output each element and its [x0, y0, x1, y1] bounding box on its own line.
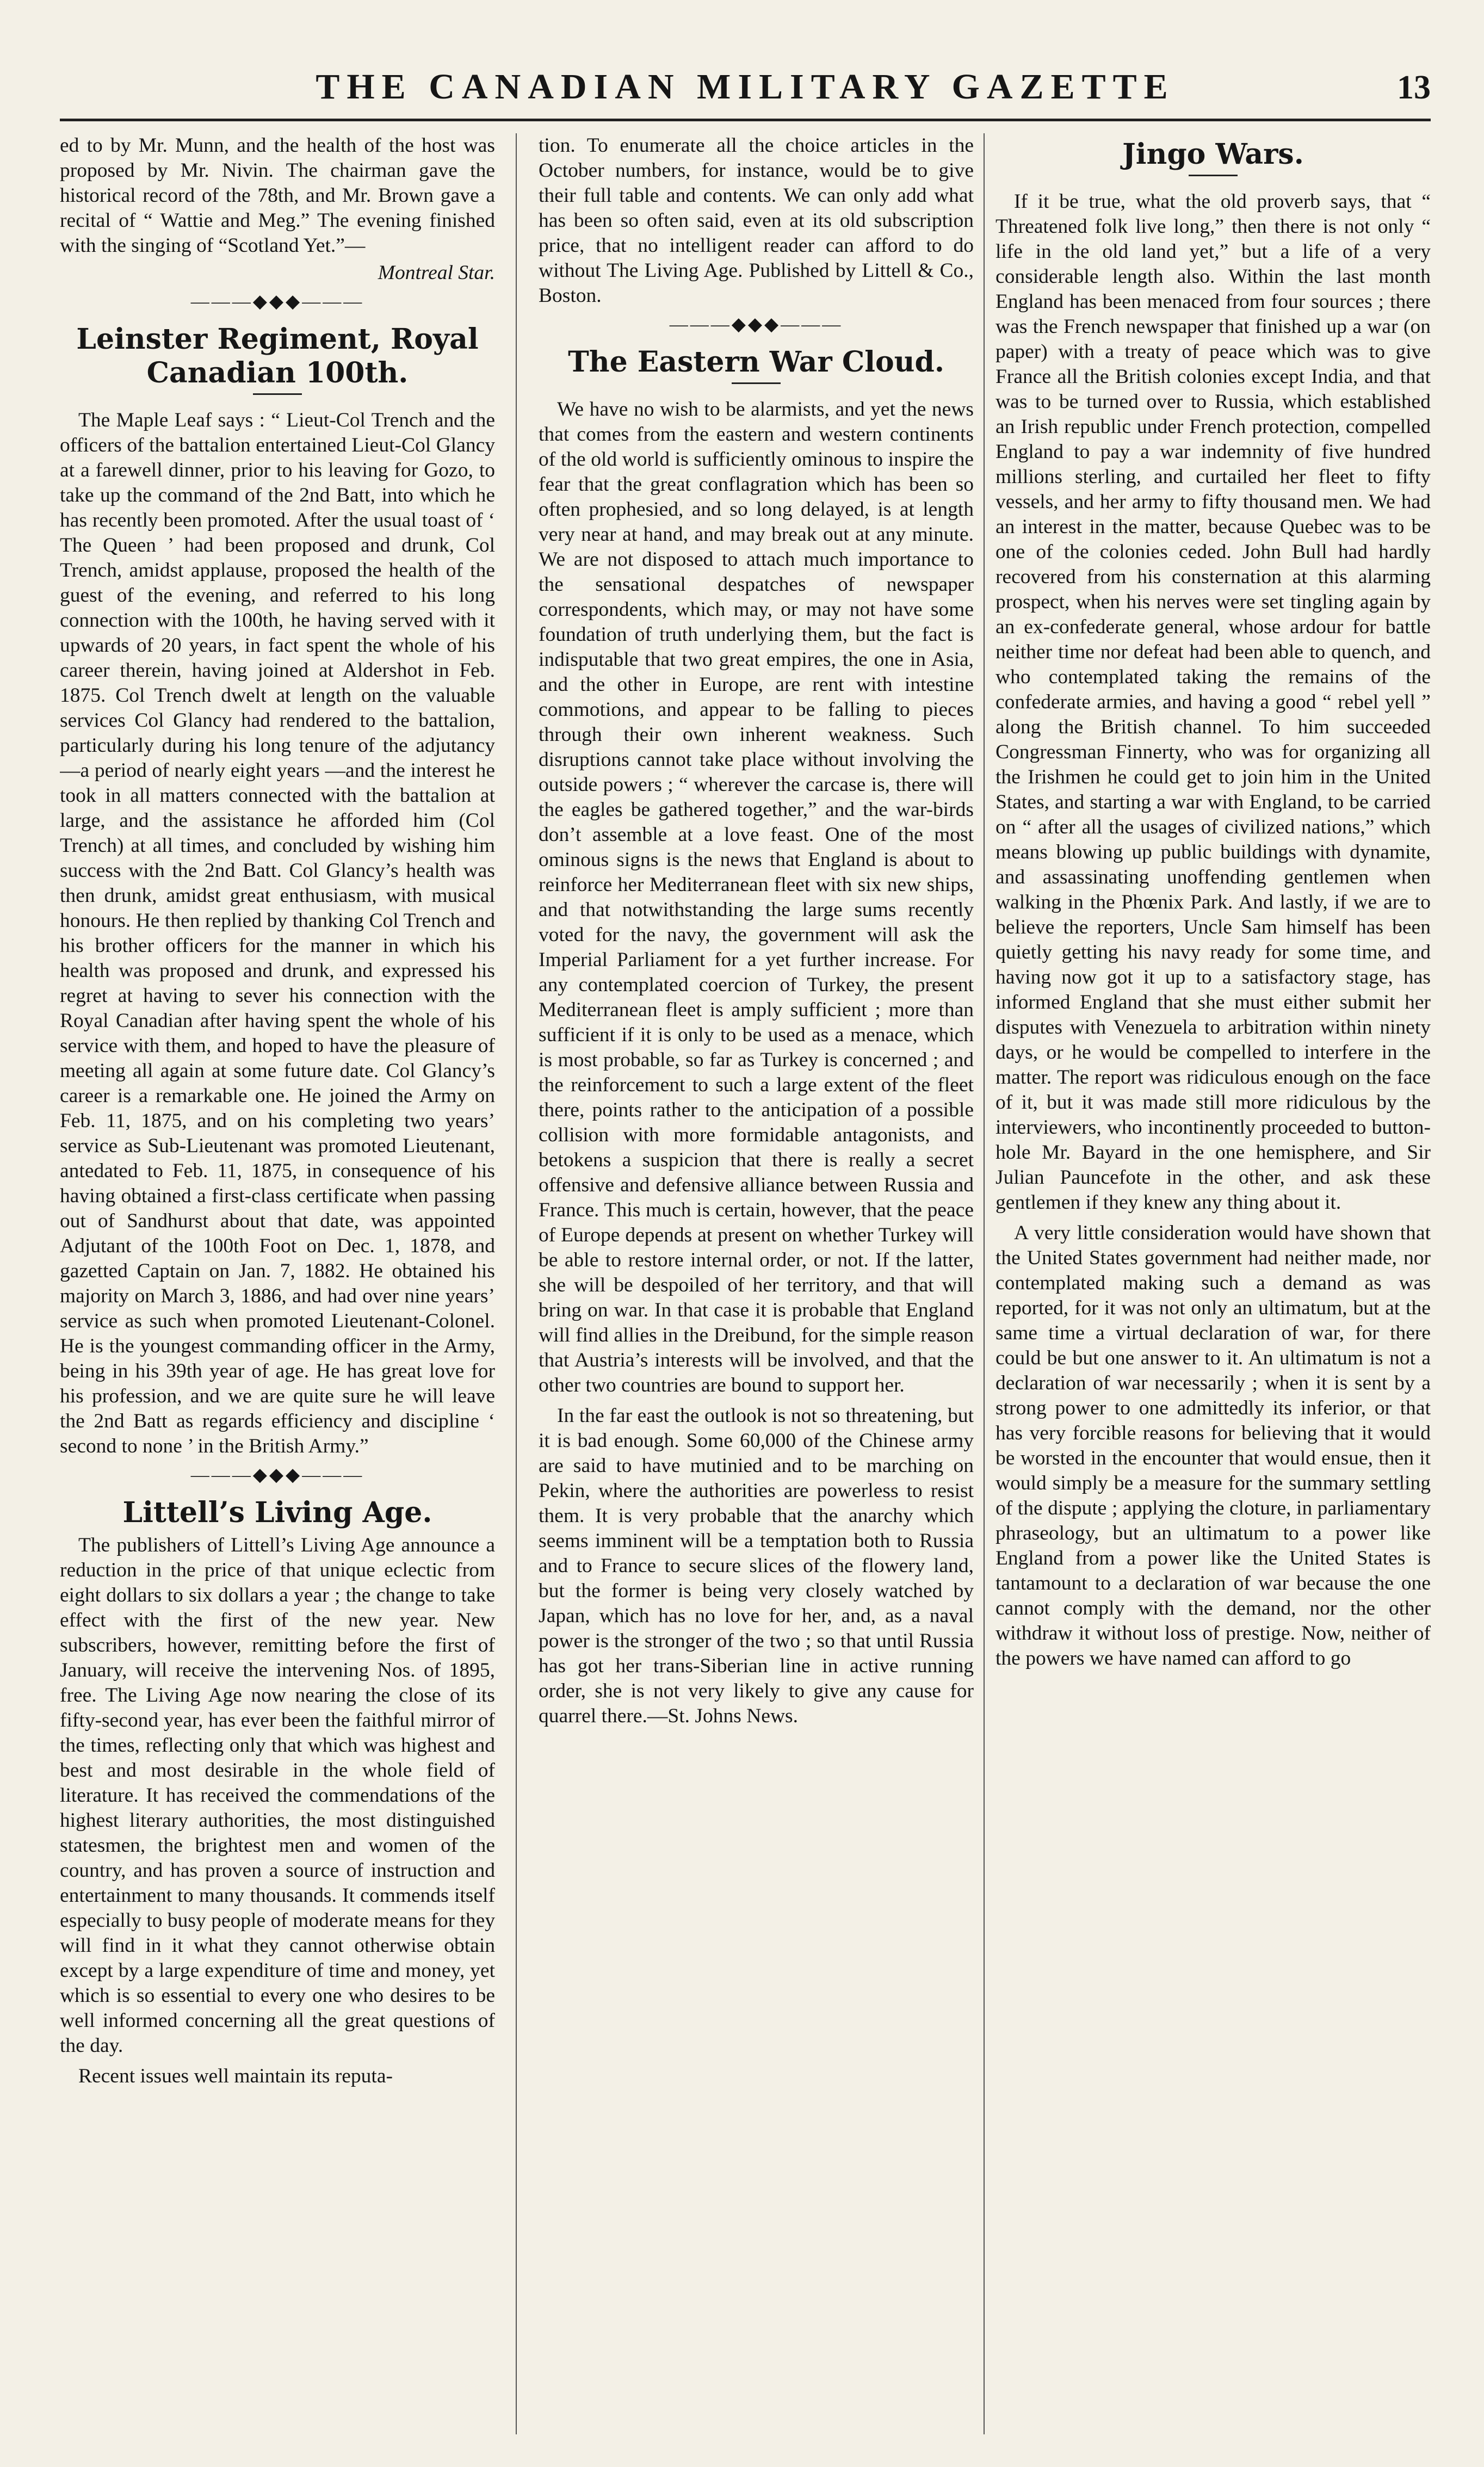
headline-littell: Littell’s Living Age.	[122, 1496, 432, 1529]
headline-rule	[732, 382, 781, 384]
masthead-rule	[60, 119, 1431, 121]
headline-rule	[1189, 175, 1238, 176]
section-ornament: ———◆◆◆———	[190, 292, 364, 312]
article-jingo-p1: If it be true, what the old proverb says, that “ Threatened folk live long,” then there is not only “ life in the old land yet,” but a life of a very considerable length also. Within the last month England has been menaced from four sources ; there was the French newspaper that finished up a war (on paper) with a treaty of peace which was to give France all the British colonies except India, and that was to be turned over to Russia, which established an Irish republic under French protection, compelled England to pay a war indemnity of five hundred millions sterling, and curtailed her fleet to fifty vessels, and her army to fifty thousand men. We had an interest in the matter, because Quebec was to be one of the colonies ceded. John Bull had hardly recovered from his consternation at this alarming prospect, when his nerves were set tingling again by an ex-confederate general, whose ardour for battle neither time nor defeat had been able to quench, and who contemplated taking the remains of the confederate armies, and having a good “ rebel yell ” along the British channel. To him succeeded Congressman Finnerty, who was for organizing all the Irishmen he could get to join him in the United States, and starting a war with England, to be carried on “ after all the usages of civilized nations,” which means blowing up public buildings with dynamite, and assassinating unoffending gentlemen when walking in the Phœnix Park. And lastly, if we are to believe the reporters, Uncle Sam himself has been quietly getting his navy ready for some time, and having now got it up to a satisfactory stage, has informed England that she must either submit her disputes with Venezuela to arbitration within ninety days, or he would be compelled to interfere in the matter. The report was ridiculous enough on the face of it, but it was made still more ridiculous by the interviewers, who incontinently proceeded to button-hole Mr. Bayard in the one hemisphere, and Sir Julian Pauncefote in the other, and ask these gentlemen if they knew any thing about it.	[995, 190, 1431, 1214]
article-littell-p2-start: Recent issues well maintain its reputa-	[78, 2065, 393, 2087]
newspaper-title: THE CANADIAN MILITARY GAZETTE	[316, 67, 1175, 107]
masthead	[60, 60, 1431, 114]
headline-rule	[253, 393, 302, 395]
article-eastern-p2: In the far east the outlook is not so threatening, but it is bad enough. Some 60,000 of the Chinese army are said to have mutinied and to be marching on Pekin, where the authorities are powerless to resist them. It is very probable that the anarchy which seems imminent will be a temptation both to Russia and to France to secure slices of the flowery land, but the former is being very closely watched by Japan, which has no love for her, and, as a naval power is the stronger of the two ; so that until Russia has got her trans-Siberian line in active running order, she is not very likely to give any cause for quarrel there.—St. Johns News.	[539, 1405, 974, 1727]
headline-leinster: Leinster Regiment, Royal Canadian 100th.	[76, 323, 479, 389]
section-ornament: ———◆◆◆———	[190, 1465, 364, 1485]
column-3	[995, 133, 1431, 2434]
column-divider-2	[984, 133, 985, 2434]
headline-eastern-war-cloud: The Eastern War Cloud.	[568, 345, 944, 379]
continuation-credit: Montreal Star.	[378, 262, 495, 284]
article-jingo-p2: A very little consideration would have shown that the United States government had neither made, nor contemplated making such a demand as was reported, for it was not only an ultimatum, but at the same time a virtual declaration of war, for there could be but one answer to it. An ultimatum is not a declaration of war necessarily ; when it is sent by a strong power to one admittedly its inferior, or that has very forcible reasons for believing that it would be worsted in the encounter that would ensue, then it would simply be a measure for the summary settling of the dispute ; applying the cloture, in parliamentary phraseology, but an ultimatum to a power like England from a power like the United States is tantamount to a declaration of war because the one cannot comply with the demand, nor the other withdraw it without loss of prestige. Now, neither of the powers we have named can afford to go	[995, 1222, 1431, 1670]
article-littell-p1: The publishers of Littell’s Living Age announce a reduction in the price of that unique eclectic from eight dollars to six dollars a year ; the change to take effect with the first of the new year. New subscribers, however, remitting before the first of January, will receive the intervening Nos. of 1895, free. The Living Age now nearing the close of its fifty-second year, has ever been the faithful mirror of the times, reflecting only that which was highest and best and most desirable in the whole field of literature. It has received the commendations of the highest literary authorities, the most distinguished statesmen, the brightest men and women of the country, and has proven a source of instruction and entertainment to many thousands. It commends itself especially to busy people of moderate means for they will find in it what they cannot otherwise obtain except by a large expenditure of time and money, yet which is so essential to every one who desires to be well informed concerning all the great questions of the day.	[60, 1534, 495, 2057]
article-littell-end: tion. To enumerate all the choice articles in the October numbers, for instance, would be to give their full table and contents. We can only add what has been so often said, even at its old subscription price, that no intelligent reader can afford to do without The Living Age. Published by Littell & Co., Boston.	[539, 134, 974, 307]
continuation-text: ed to by Mr. Munn, and the health of the host was proposed by Mr. Nivin. The chairman gave the historical record of the 78th, and Mr. Brown gave a recital of “ Wattie and Meg.” The evening finished with the singing of “Scotland Yet.”—	[60, 134, 495, 257]
section-ornament: ———◆◆◆———	[669, 314, 843, 335]
page-number: 13	[1397, 69, 1431, 106]
column-divider-1	[516, 133, 517, 2434]
column-2	[539, 133, 974, 2434]
article-eastern-p1: We have no wish to be alarmists, and yet the news that comes from the eastern and western continents of the old world is sufficiently ominous to inspire the fear that the great conflagration which has been so often prophesied, and so long delayed, is at length very near at hand, and may break out at any minute. We are not disposed to attach much importance to the sensational despatches of newspaper correspondents, which may, or may not have some foundation of truth underlying them, but the fact is indisputable that two great empires, the one in Asia, and the other in Europe, are rent with intestine commotions, and appear to be falling to pieces through their own inherent weakness. Such disruptions cannot take place without involving the outside powers ; “ wherever the carcase is, there will the eagles be gathered together,” and the war-birds don’t assemble at a love feast. One of the most ominous signs is the news that England is about to reinforce her Mediterranean fleet with six new ships, and that notwithstanding the large sums recently voted for the navy, the government will ask the Imperial Parliament for a yet further increase. For any contemplated coercion of Turkey, the present Mediterranean fleet is amply sufficient ; more than sufficient if it is only to be used as a menace, which is most probable, so far as Turkey is concerned ; and the reinforcement to such a large extent of the fleet there, points rather to the anticipation of a possible collision with more formidable antagonists, and betokens a suspicion that there is really a secret offensive and defensive alliance between Russia and France. This much is certain, however, that the peace of Europe depends at present on whether Turkey will be able to restore internal order, or not. If the latter, she will be despoiled of her territory, and that will bring on war. In that case it is probable that England will find allies in the Dreibund, for the simple reason that Austria’s interests will be involved, and that the other two countries are bound to support her.	[539, 398, 974, 1396]
column-1	[60, 133, 495, 2434]
headline-jingo-wars: Jingo Wars.	[1122, 138, 1304, 171]
article-leinster-body: The Maple Leaf says : “ Lieut-Col Trench and the officers of the battalion entertained Lieut-Col Glancy at a farewell dinner, prior to his leaving for Gozo, to take up the command of the 2nd Batt, into which he has recently been promoted. After the usual toast of ‘ The Queen ’ had been proposed and drunk, Col Trench, amidst applause, proposed the health of the guest of the evening, and referred to his long connection with the 100th, he having served with it upwards of 20 years, in fact spent the whole of his career therein, having joined at Aldershot in Feb. 1875. Col Trench dwelt at length on the valuable services Col Glancy had rendered to the battalion, particularly during his long tenure of the adjutancy—a period of nearly eight years —and the interest he took in all matters connected with the battalion at large, and the assistance he afforded him (Col Trench) at all times, and concluded by wishing him success with the 2nd Batt. Col Glancy’s health was then drunk, amidst great enthusiasm, with musical honours. He then replied by thanking Col Trench and his brother officers for the manner in which his health was proposed and drunk, and expressed his regret at having to sever his connection with the Royal Canadian after having spent the whole of his service with them, and hoped to have the pleasure of meeting all again at some future date. Col Glancy’s career is a remarkable one. He joined the Army on Feb. 11, 1875, and on his completing two years’ service as Sub-Lieutenant was promoted Lieutenant, antedated to Feb. 11, 1875, in consequence of his having obtained a first-class certificate when passing out of Sandhurst about that date, was appointed Adjutant of the 100th Foot on Dec. 1, 1878, and gazetted Captain on Jan. 7, 1882. He obtained his majority on March 3, 1886, and had over nine years’ service as such when promoted Lieutenant-Colonel. He is the youngest commanding officer in the Army, being in his 39th year of age. He has great love for his profession, and we are quite sure he will leave the 2nd Batt as regards efficiency and discipline ‘ second to none ’ in the British Army.”	[60, 409, 495, 1457]
